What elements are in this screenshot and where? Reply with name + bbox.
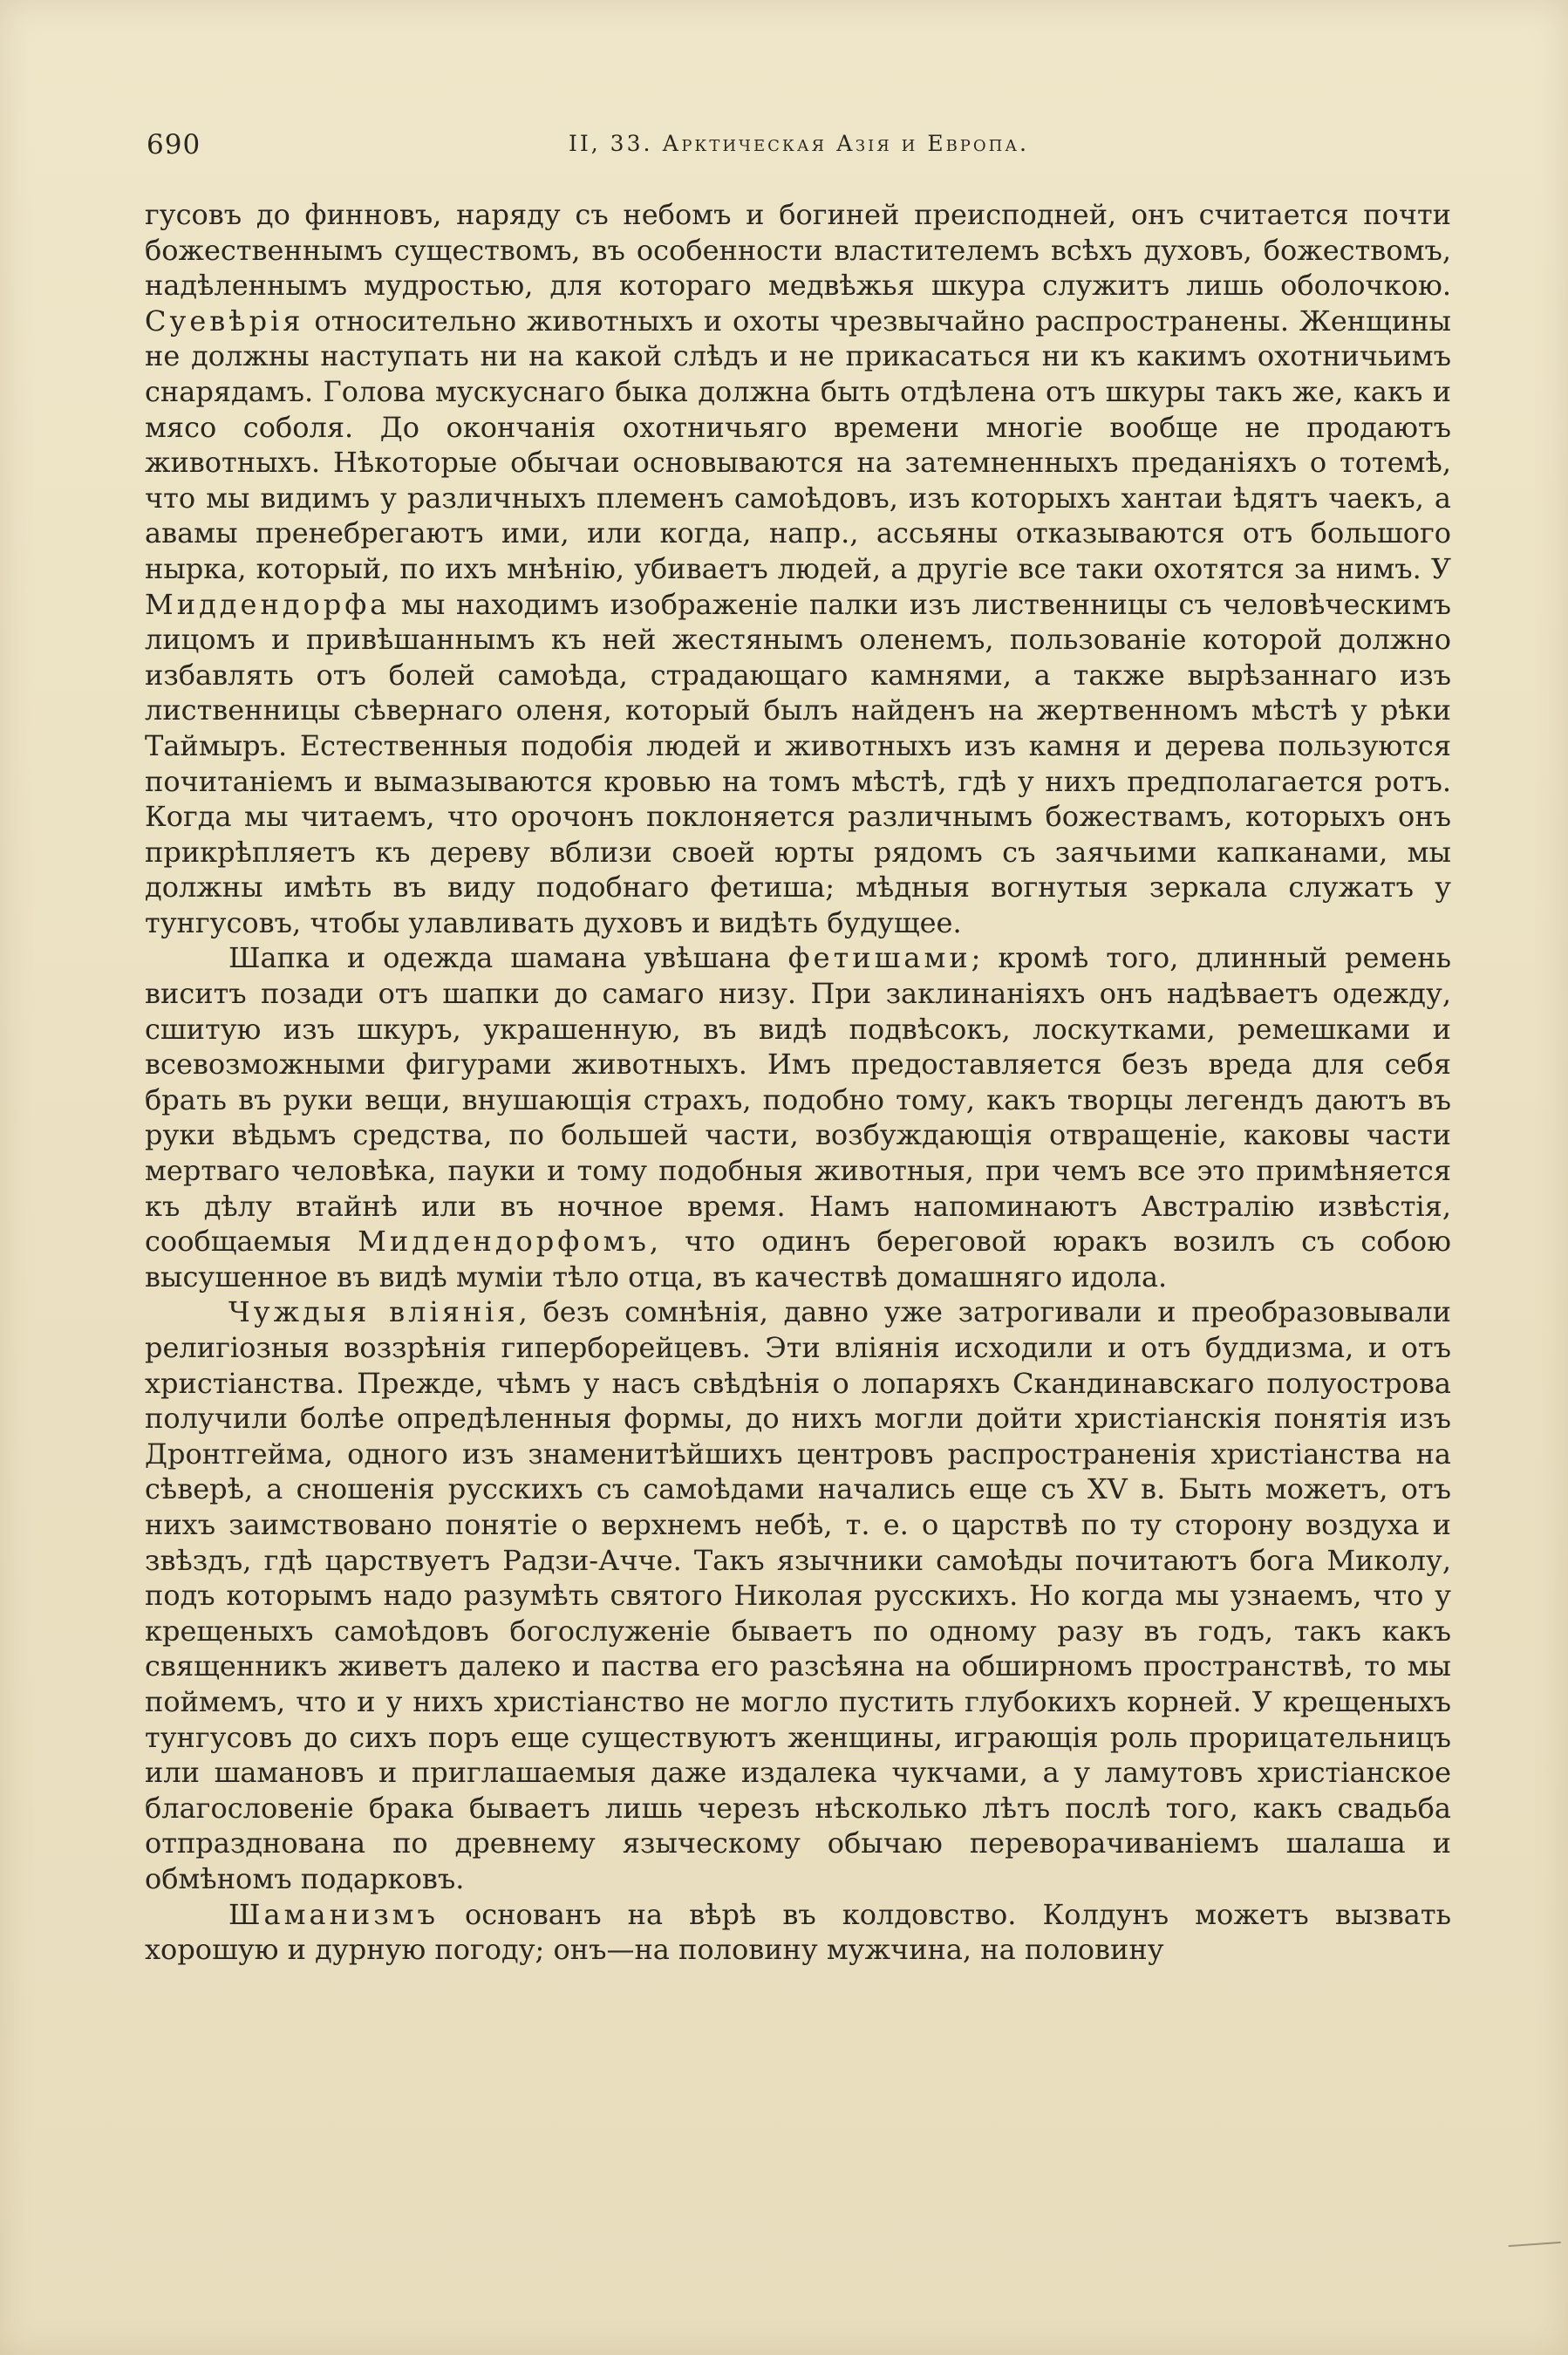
text-run: основанъ на вѣрѣ въ колдовство. Колдунъ можетъ вызвать хорошую и дурную погоду; онъ—на половину мужчина, на половину xyxy=(145,1897,1451,1967)
text-run: мы находимъ изображеніе палки изъ лиственницы съ человѣческимъ лицомъ и привѣшаннымъ къ ней жестянымъ оленемъ, пользованіе которой должно избавлять отъ болей самоѣда, страдающаго камнями, а также вырѣзаннаго изъ лиственницы сѣвернаго оленя, который былъ найденъ на жертвенномъ мѣстѣ у рѣки Таймыръ. Естественныя подобія людей и животныхъ изъ камня и дерева пользуются почитаніемъ и вымазываются кровью на томъ мѣстѣ, гдѣ у нихъ предполагается ротъ. Когда мы читаемъ, что орочонъ поклоняется различнымъ божествамъ, которыхъ онъ прикрѣпляетъ къ дереву вблизи своей юрты рядомъ съ заячьими капканами, мы должны имѣть въ виду подобнаго фетиша; мѣдныя вогнутыя зеркала служатъ у тунгусовъ, чтобы улавливать духовъ и видѣть будущее. xyxy=(145,587,1451,939)
paragraph xyxy=(145,940,1451,1294)
spaced-term: фетишами xyxy=(787,941,971,975)
page-header xyxy=(147,129,1451,164)
ink-mark xyxy=(1509,2242,1562,2254)
spaced-term: Шаманизмъ xyxy=(228,1897,439,1931)
paragraph xyxy=(145,1897,1451,1968)
paragraph xyxy=(145,1294,1451,1896)
text-run: гусовъ до финновъ, наряду съ небомъ и богиней преисподней, онъ считается почти божественнымъ существомъ, въ особенности властителемъ всѣхъ духовъ, божествомъ, надѣленнымъ мудростью, для котораго медвѣжья шкура служитъ лишь оболочкою. xyxy=(145,198,1451,303)
running-title: II, 33. Арктическая Азія и Европа. xyxy=(569,131,1029,156)
spaced-term: Суевѣрія xyxy=(145,304,304,338)
spaced-term: Миддендорфа xyxy=(145,587,391,621)
spaced-term: Чуждыя вліянія xyxy=(228,1295,519,1329)
paragraph xyxy=(145,197,1451,940)
text-run: Шапка и одежда шамана увѣшана xyxy=(228,941,788,975)
text-run: , что одинъ береговой юракъ возилъ съ собою высушенное въ видѣ муміи тѣло отца, въ качествѣ домашняго идола. xyxy=(145,1225,1451,1294)
spaced-term: Миддендорфомъ xyxy=(358,1225,650,1259)
body-text xyxy=(145,197,1451,1968)
text-run: , безъ сомнѣнія, давно уже затрогивали и преобразовывали религіозныя воззрѣнія гиперборейцевъ. Эти вліянія исходили и отъ буддизма, и отъ христіанства. Прежде, чѣмъ у насъ свѣдѣнія о лопаряхъ Скандинавскаго полуострова получили болѣе опредѣленныя формы, до нихъ могли дойти христіанскія понятія изъ Дронтгейма, одного изъ знаменитѣйшихъ центровъ распространенія христіанства на сѣверѣ, а сношенія русскихъ съ самоѣдами начались еще съ XV в. Быть можетъ, отъ нихъ заимствовано понятіе о верхнемъ небѣ, т. е. о царствѣ по ту сторону воздуха и звѣздъ, гдѣ царствуетъ Радзи-Ачче. Такъ язычники самоѣды почитаютъ бога Миколу, подъ которымъ надо разумѣть святого Николая русскихъ. Но когда мы узнаемъ, что у крещеныхъ самоѣдовъ богослуженіе бываетъ по одному разу въ годъ, такъ какъ священникъ живетъ далеко и паства его разсѣяна на обширномъ пространствѣ, то мы поймемъ, что и у нихъ христіанство не могло пустить глубокихъ корней. У крещеныхъ тунгусовъ до сихъ поръ еще существуютъ женщины, играющія роль прорицательницъ или шамановъ и приглашаемыя даже издалека чукчами, а у ламутовъ христіанское благословеніе брака бываетъ лишь черезъ нѣсколько лѣтъ послѣ того, какъ свадьба отпразднована по древнему языческому обычаю переворачиваніемъ шалаша и обмѣномъ подарковъ. xyxy=(145,1295,1452,1895)
text-run: относительно животныхъ и охоты чрезвычайно распространены. Женщины не должны наступать ни на какой слѣдъ и не прикасаться ни къ какимъ охотничьимъ снарядамъ. Голова мускуснаго быка должна быть отдѣлена отъ шкуры такъ же, какъ и мясо соболя. До окончанія охотничьяго времени многіе вообще не продаютъ животныхъ. Нѣкоторые обычаи основываются на затемненныхъ преданіяхъ о тотемѣ, что мы видимъ у различныхъ племенъ самоѣдовъ, изъ которыхъ хантаи ѣдятъ чаекъ, а авамы пренебрегаютъ ими, или когда, напр., ассьяны отказываются отъ большого нырка, который, по ихъ мнѣнію, убиваетъ людей, а другіе все таки охотятся за нимъ. У xyxy=(145,304,1451,585)
page-number: 690 xyxy=(147,129,201,160)
text-run: ; кромѣ того, длинный ремень виситъ позади отъ шапки до самаго низу. При заклинаніяхъ онъ надѣваетъ одежду, сшитую изъ шкуръ, украшенную, въ видѣ подвѣсокъ, лоскутками, ремешками и всевозможными фигурами животныхъ. Имъ предоставляется безъ вреда для себя брать въ руки вещи, внушающія страхъ, подобно тому, какъ творцы легендъ даютъ въ руки вѣдьмъ средства, по большей части, возбуждающія отвращеніе, каковы части мертваго человѣка, пауки и тому подобныя животныя, при чемъ все это примѣняется къ дѣлу втайнѣ или въ ночное время. Намъ напоминаютъ Австралію извѣстія, сообщаемыя xyxy=(145,941,1452,1259)
